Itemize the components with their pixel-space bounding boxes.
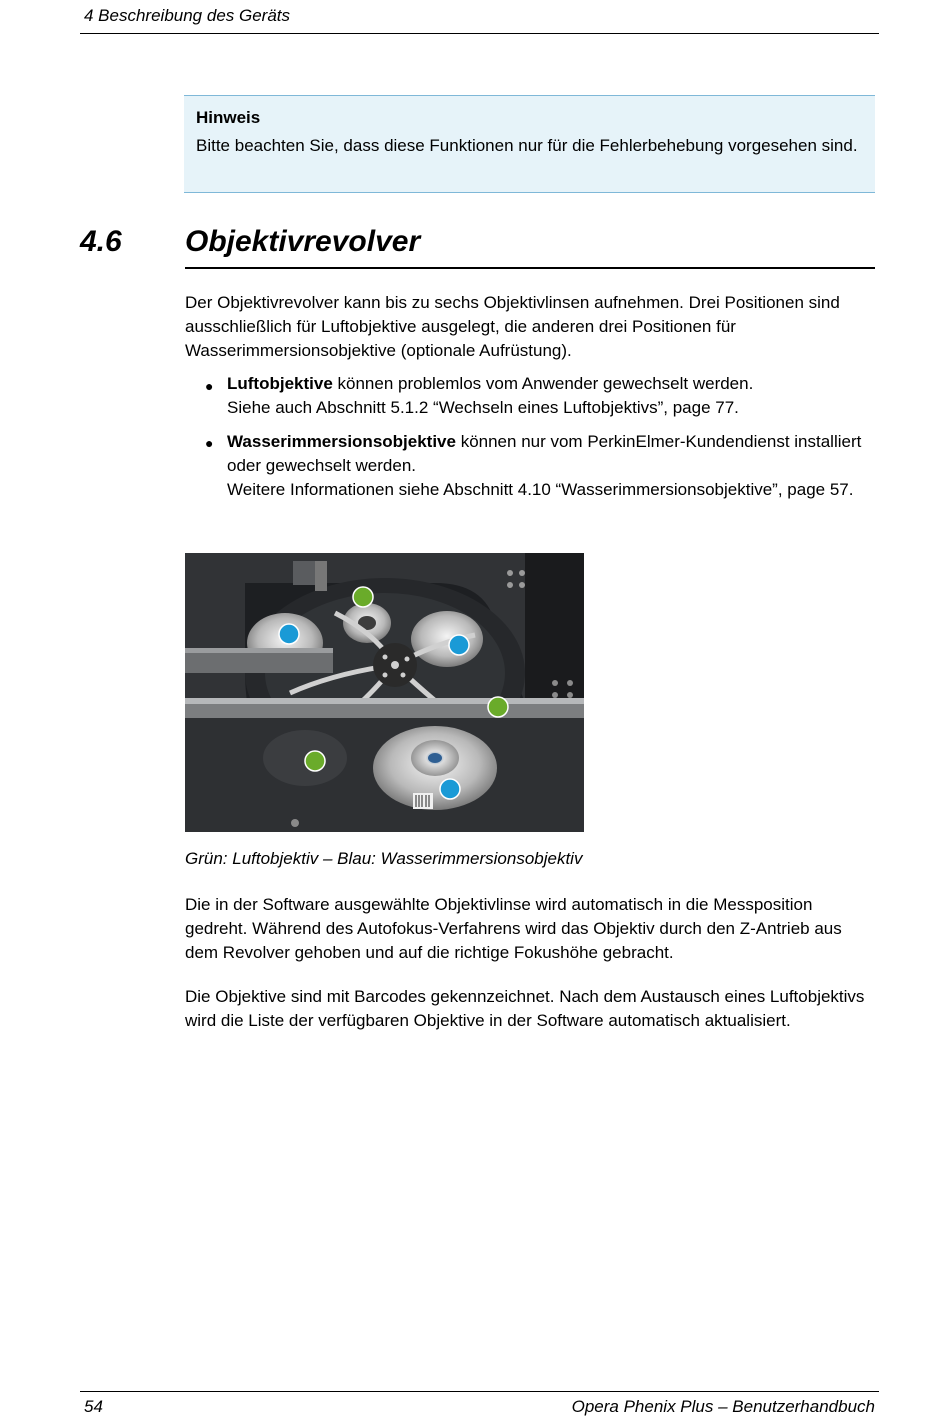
cross-reference: Weitere Informationen siehe Abschnitt 4.10 “Wasserimmersionsobjektive”, page 57. bbox=[227, 480, 854, 499]
running-header: 4 Beschreibung des Geräts bbox=[84, 6, 291, 25]
marker-air-objective bbox=[353, 587, 373, 607]
intro-paragraph: Der Objektivrevolver kann bis zu sechs Objektivlinsen aufnehmen. Drei Positionen sind ausschließlich für Luftobjektive ausgelegt, die anderen drei Positionen für Wasserimmersionsobjektive (optionale Aufrüstung). bbox=[185, 293, 840, 360]
body-paragraph: Die Objektive sind mit Barcodes gekennzeichnet. Nach dem Austausch eines Luftobjektivs wird die Liste der verfügbaren Objektive in der Software automatisch aktualisiert. bbox=[185, 987, 865, 1030]
marker-air-objective bbox=[305, 751, 325, 771]
figure-caption: Grün: Luftobjektiv – Blau: Wasserimmersionsobjektiv bbox=[185, 849, 583, 868]
bullet-term: Luftobjektive bbox=[227, 374, 333, 393]
marker-water-objective bbox=[440, 779, 460, 799]
footer-rule bbox=[80, 1391, 879, 1392]
objective-turret-photo bbox=[185, 553, 584, 832]
bullet-text: können problemlos vom Anwender gewechselt werden. bbox=[332, 374, 754, 393]
note-box bbox=[184, 95, 875, 193]
marker-air-objective bbox=[488, 697, 508, 717]
bullet-text: können nur vom PerkinElmer-Kundendienst installiert oder gewechselt werden. bbox=[227, 432, 862, 475]
body-paragraph: Die in der Software ausgewählte Objektivlinse wird automatisch in die Messposition gedreht. Während des Autofokus-Verfahrens wird das Objektiv durch den Z-Antrieb aus dem Revolver gehoben und auf die richtige Fokushöhe gebracht. bbox=[185, 895, 842, 962]
section-number: 4.6 bbox=[80, 225, 122, 258]
bullet-dot: ● bbox=[205, 435, 214, 451]
bullet-term: Wasserimmersionsobjektive bbox=[227, 432, 456, 451]
section-title: Objektivrevolver bbox=[185, 225, 421, 258]
marker-water-objective bbox=[279, 624, 299, 644]
page-number: 54 bbox=[84, 1397, 103, 1416]
header-rule bbox=[80, 33, 879, 34]
section-rule bbox=[185, 267, 875, 269]
bullet-item bbox=[227, 430, 877, 502]
bullet-item bbox=[227, 372, 877, 420]
marker-water-objective bbox=[449, 635, 469, 655]
note-text: Bitte beachten Sie, dass diese Funktionen nur für die Fehlerbehebung vorgesehen sind. bbox=[196, 136, 858, 155]
bullet-dot: ● bbox=[205, 378, 214, 394]
cross-reference: Siehe auch Abschnitt 5.1.2 “Wechseln eines Luftobjektivs”, page 77. bbox=[227, 398, 739, 417]
document-title: Opera Phenix Plus – Benutzerhandbuch bbox=[571, 1397, 875, 1416]
note-title: Hinweis bbox=[196, 108, 261, 127]
